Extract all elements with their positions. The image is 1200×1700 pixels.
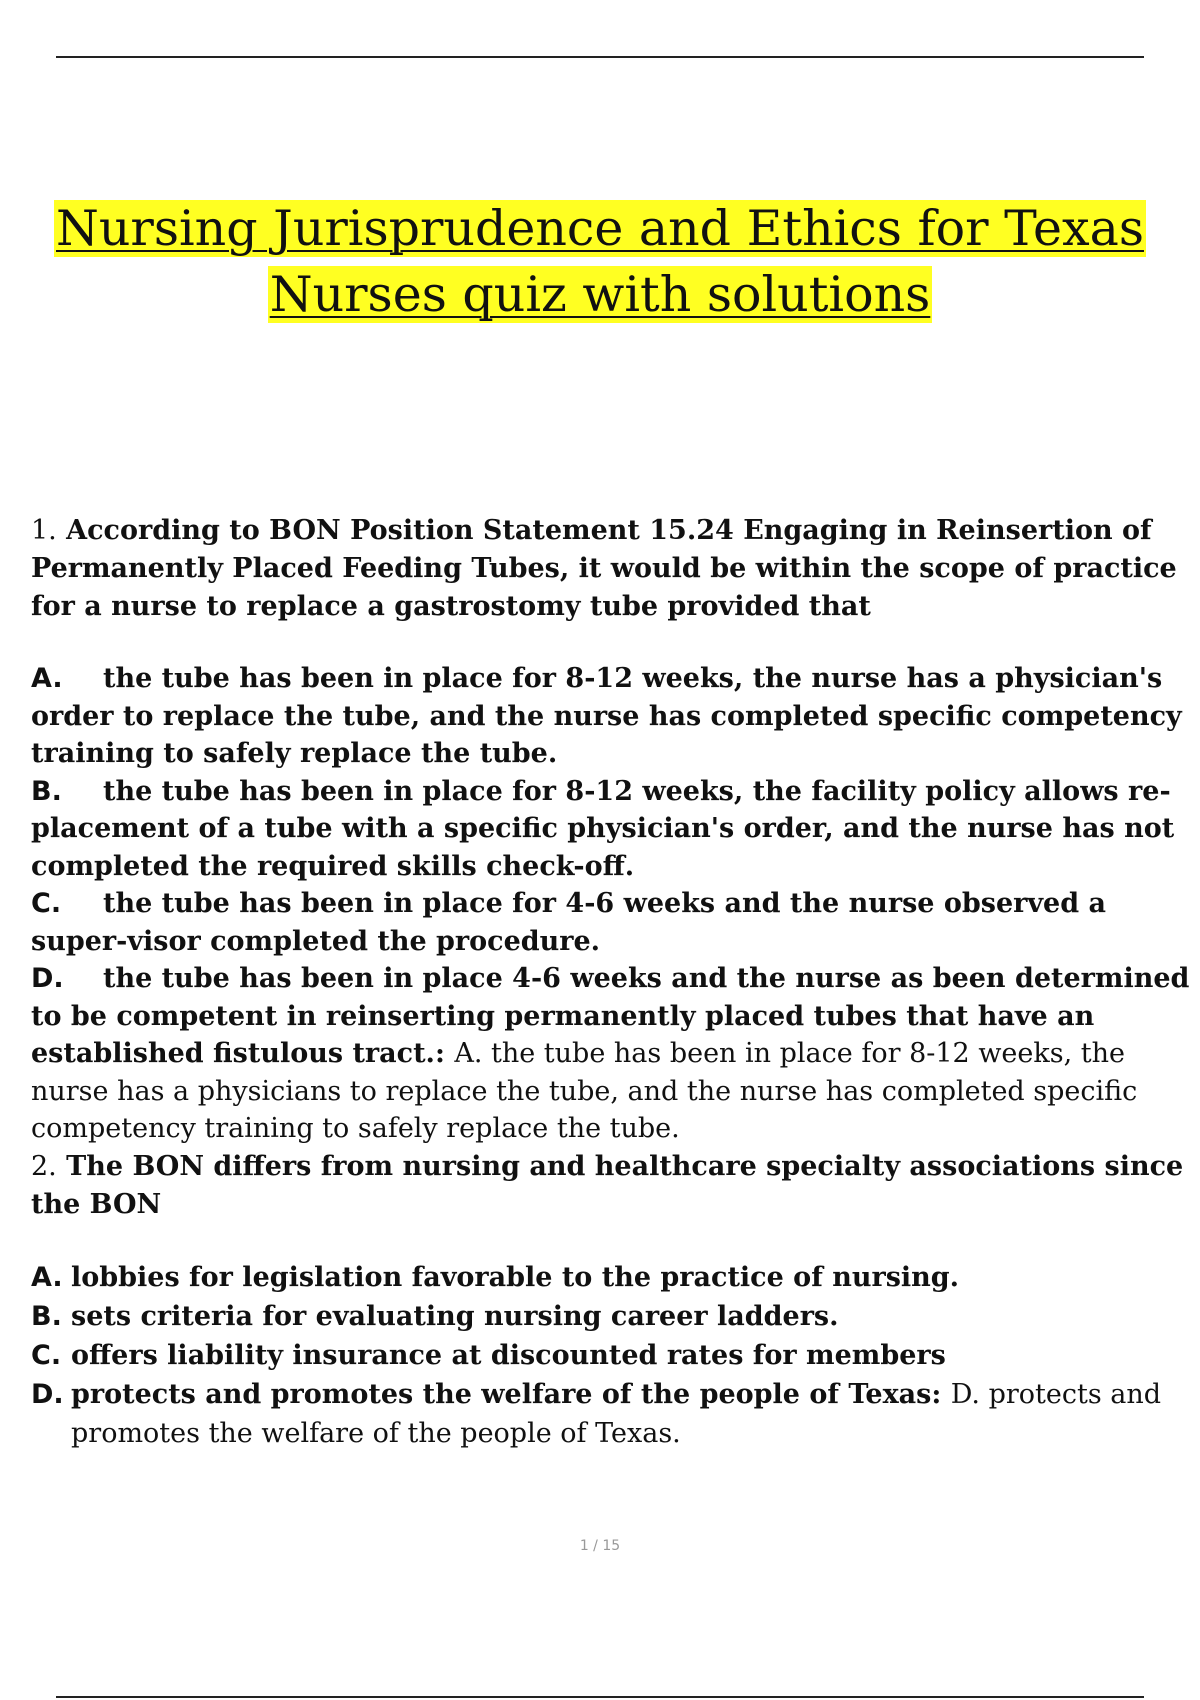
option-letter: D.: [31, 1378, 64, 1410]
question-1-option-a: [31, 660, 1197, 773]
question-number: 1.: [31, 515, 57, 546]
question-1-option-b: [31, 773, 1197, 886]
title-line-1: Nursing Jurisprudence and Ethics for Texas: [56, 200, 1144, 257]
question-number: 2.: [31, 1150, 57, 1182]
option-letter: B.: [31, 1300, 62, 1332]
question-1: [31, 512, 1197, 626]
question-text: The BON differs from nursing and healthcare specialty associations since the BON: [31, 1150, 1184, 1220]
option-letter: C.: [31, 888, 62, 919]
option-letter: A.: [31, 1261, 63, 1293]
option-letter: C.: [31, 1339, 62, 1371]
option-letter: B.: [31, 775, 62, 807]
option-text: the tube has been in place for 8-12 weeks, the facility policy allows re-placement of a tube with a specific physician's order, and the nurse has not completed the required skills check-off.: [31, 775, 1175, 882]
question-1-option-d: [31, 960, 1197, 1148]
question-2-option-d: [31, 1375, 1197, 1453]
quiz-content: [31, 512, 1197, 1453]
option-letter: D.: [31, 963, 64, 994]
option-letter: A.: [31, 663, 63, 694]
question-1-option-c: [31, 885, 1197, 960]
question-2-option-b: [31, 1297, 1197, 1336]
question-2-option-a: [31, 1258, 1197, 1297]
option-text: the tube has been in place for 4-6 weeks and the nurse observed a super-visor completed the procedure.: [31, 888, 1106, 957]
title-line-2: Nurses quiz with solutions: [269, 266, 931, 323]
option-text: sets criteria for evaluating nursing career ladders.: [71, 1300, 839, 1332]
top-divider: [56, 56, 1144, 58]
question-2: [31, 1148, 1197, 1224]
question-1-answer: A. the tube has been in place for 8-12 weeks, the nurse has a physicians to replace the tube, and the nurse has completed specific competency training to safely replace the tube.: [31, 1038, 1138, 1144]
page-indicator: 1 / 15: [579, 1538, 621, 1554]
option-text: offers liability insurance at discounted rates for members: [71, 1339, 946, 1371]
bottom-divider: [56, 1696, 1144, 1698]
question-2-answer: D. protects and promotes the welfare of the people of Texas.: [71, 1378, 1162, 1449]
document-title: [40, 196, 1160, 328]
question-text: According to BON Position Statement 15.24 Engaging in Reinsertion of Permanently Placed Feeding Tubes, it would be within the scope of practice for a nurse to replace a gastrostomy tube provided that: [31, 515, 1177, 622]
option-text: lobbies for legislation favorable to the practice of nursing.: [71, 1261, 960, 1293]
option-text: protects and promotes the welfare of the people of Texas:: [71, 1378, 942, 1410]
question-2-option-c: [31, 1336, 1197, 1375]
option-text: the tube has been in place 4-6 weeks and the nurse as been determined to be competent in reinserting permanently placed tubes that have an established fistulous tract.:: [31, 963, 1190, 1069]
option-text: the tube has been in place for 8-12 weeks, the nurse has a physician's order to replace the tube, and the nurse has completed specific competency training to safely replace the tube.: [31, 663, 1182, 769]
